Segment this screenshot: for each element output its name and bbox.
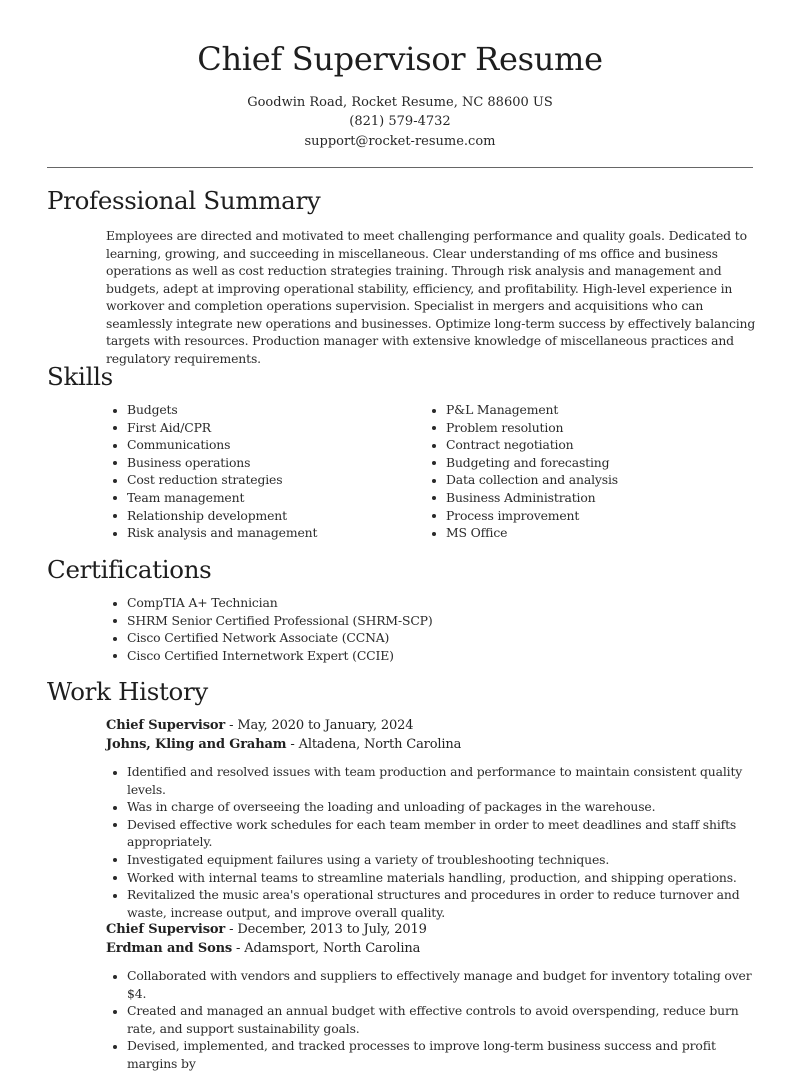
job-header — [106, 920, 427, 958]
separator: - — [232, 941, 245, 956]
skill-item: Business Administration — [425, 489, 745, 507]
job-bullet: Revitalized the music area's operational structures and procedures in order to reduce turnover and waste, increase output, and improve overall quality. — [106, 886, 766, 921]
certification-item: Cisco Certified Network Associate (CCNA) — [106, 629, 746, 647]
job-bullets — [106, 967, 766, 1073]
address: Goodwin Road, Rocket Resume, NC 88600 US — [247, 95, 553, 110]
job-bullet: Devised effective work schedules for each team member in order to meet deadlines and staff shifts appropriately. — [106, 816, 766, 851]
job-bullets — [106, 763, 766, 921]
certifications-list — [106, 594, 746, 664]
job-company: Johns, Kling and Graham — [106, 737, 287, 752]
skill-item: Communications — [106, 436, 426, 454]
summary-heading: Professional Summary — [47, 186, 321, 215]
skill-item: Relationship development — [106, 507, 426, 525]
job-title: Chief Supervisor — [106, 922, 226, 937]
skill-item: Budgets — [106, 401, 426, 419]
certification-item: SHRM Senior Certified Professional (SHRM-SCP) — [106, 612, 746, 630]
certifications-heading: Certifications — [47, 555, 212, 584]
contact-info — [0, 93, 800, 151]
skill-item: Data collection and analysis — [425, 471, 745, 489]
job-bullet: Created and managed an annual budget with effective controls to avoid overspending, reduce burn rate, and support sustainability goals. — [106, 1002, 766, 1037]
job-title-line — [106, 716, 461, 735]
email: support@rocket-resume.com — [304, 133, 496, 149]
work-history-heading: Work History — [47, 677, 208, 706]
skill-item: P&L Management — [425, 401, 745, 419]
job-dates: May, 2020 to January, 2024 — [237, 718, 414, 733]
skill-item: Business operations — [106, 454, 426, 472]
job-location: Altadena, North Carolina — [298, 737, 462, 752]
phone: (821) 579-4732 — [349, 114, 451, 130]
job-title: Chief Supervisor — [106, 718, 226, 733]
job-bullet: Collaborated with vendors and suppliers to effectively manage and budget for inventory totaling over $4. — [106, 967, 766, 1002]
separator: - — [225, 718, 238, 733]
resume-title: Chief Supervisor Resume — [197, 40, 603, 78]
job-company: Erdman and Sons — [106, 941, 233, 956]
skills-heading: Skills — [47, 362, 113, 391]
job-bullet: Worked with internal teams to streamline materials handling, production, and shipping operations. — [106, 869, 766, 887]
separator: - — [286, 737, 299, 752]
certification-item: CompTIA A+ Technician — [106, 594, 746, 612]
job-bullet: Identified and resolved issues with team production and performance to maintain consistent quality levels. — [106, 763, 766, 798]
skills-list-right — [425, 401, 745, 542]
job-bullet: Was in charge of overseeing the loading and unloading of packages in the warehouse. — [106, 798, 766, 816]
separator: - — [225, 922, 238, 937]
skill-item: Process improvement — [425, 507, 745, 525]
job-bullet: Investigated equipment failures using a variety of troubleshooting techniques. — [106, 851, 766, 869]
skill-item: Risk analysis and management — [106, 524, 426, 542]
job-company-line — [106, 735, 461, 754]
skill-item: First Aid/CPR — [106, 419, 426, 437]
skill-item: MS Office — [425, 524, 745, 542]
job-bullet: Devised, implemented, and tracked processes to improve long-term business success and profit margins by — [106, 1037, 766, 1072]
skill-item: Problem resolution — [425, 419, 745, 437]
skill-item: Team management — [106, 489, 426, 507]
skill-item: Cost reduction strategies — [106, 471, 426, 489]
skill-item: Budgeting and forecasting — [425, 454, 745, 472]
job-dates: December, 2013 to July, 2019 — [237, 922, 427, 937]
certification-item: Cisco Certified Internetwork Expert (CCIE) — [106, 647, 746, 665]
skill-item: Contract negotiation — [425, 436, 745, 454]
header-divider — [47, 167, 753, 168]
job-company-line — [106, 939, 427, 958]
job-location: Adamsport, North Carolina — [244, 941, 421, 956]
summary-text: Employees are directed and motivated to meet challenging performance and quality goals. Dedicated to learning, growing, and succeeding in miscellaneous. Clear understanding of ms office and business operations as well as cost reduction strategies training. Through risk analysis and management and budgets, adept at improving operational stability, efficiency, and profitability. High-level experience in workover and completion operations supervision. Specialist in mergers and acquisitions who can seamlessly integrate new operations and businesses. Optimize long-term success by effectively balancing targets with resources. Production manager with extensive knowledge of miscellaneous practices and regulatory requirements. — [106, 228, 756, 366]
job-title-line — [106, 920, 427, 939]
job-header — [106, 716, 461, 754]
skills-list-left — [106, 401, 426, 542]
